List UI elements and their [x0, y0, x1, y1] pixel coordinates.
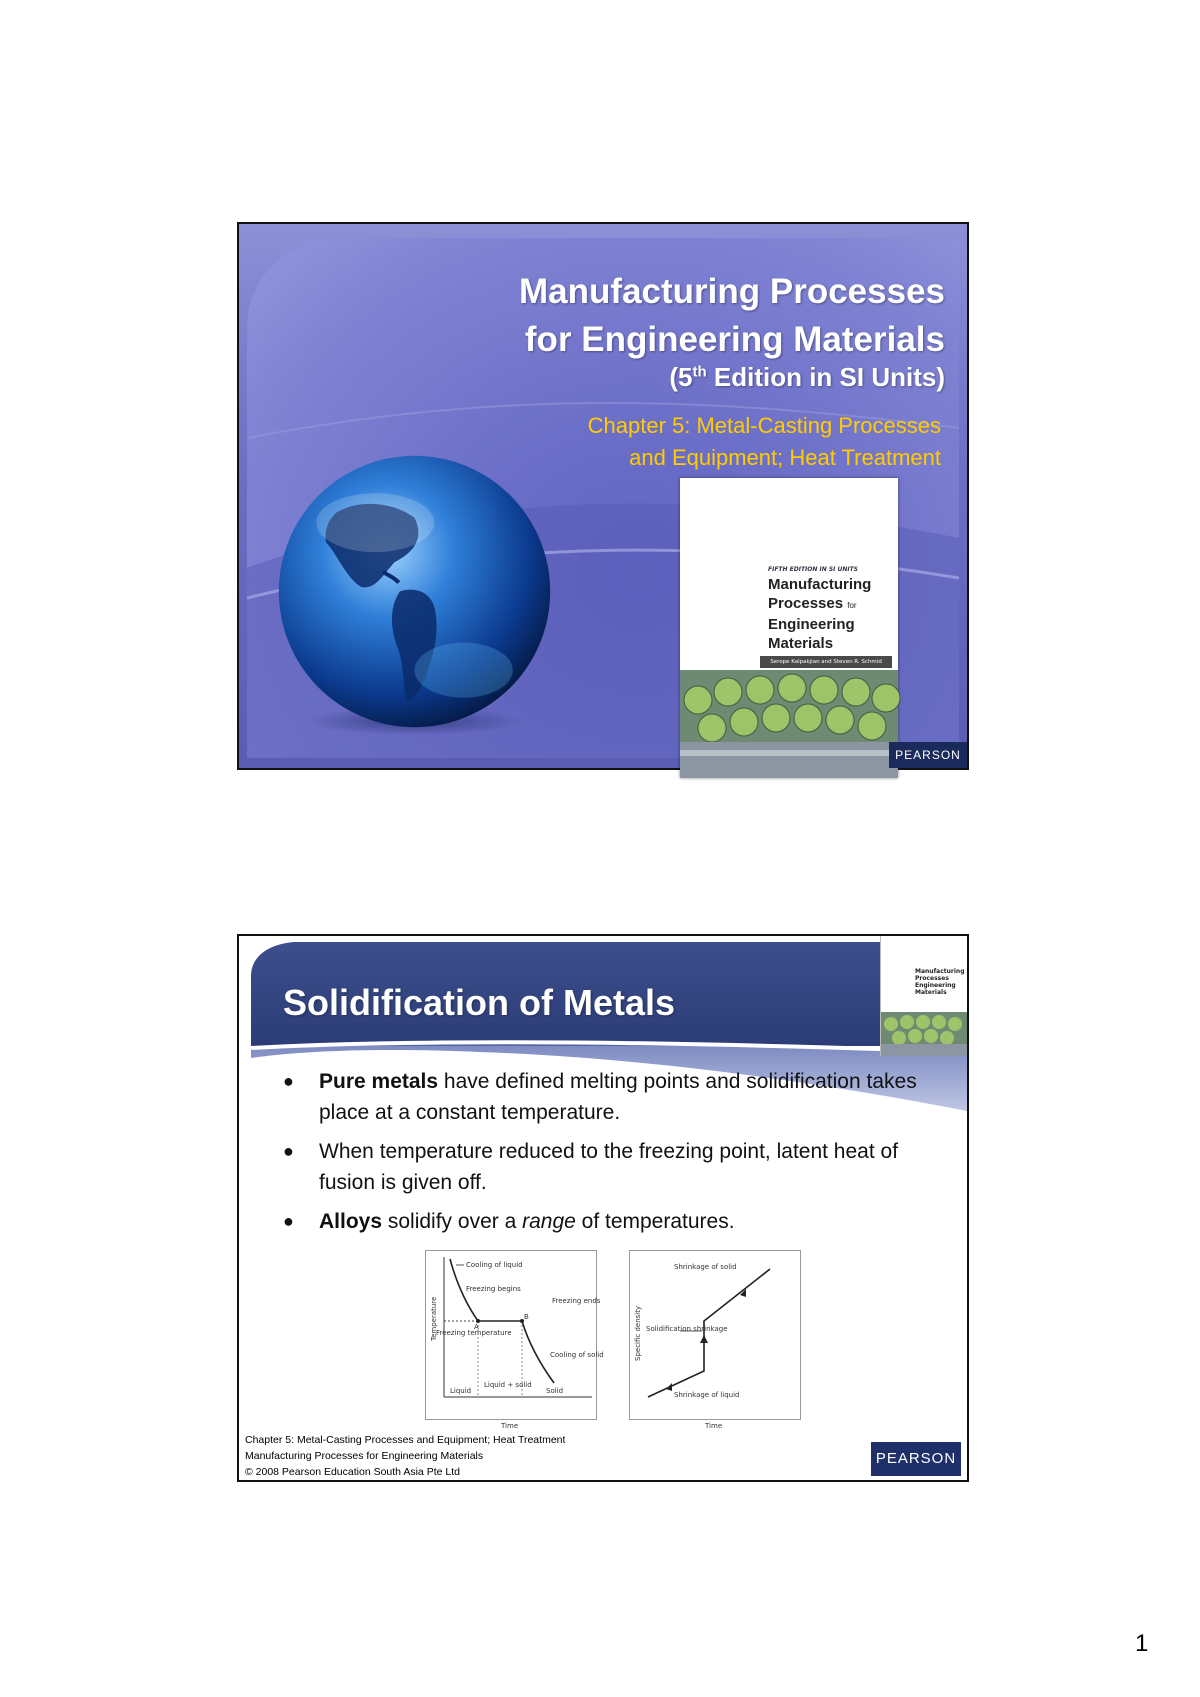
book-title — [768, 575, 890, 653]
thumbnail-title-line-2: Processes — [915, 975, 949, 982]
edition-label — [669, 362, 945, 393]
bullet-dot: ● — [283, 1211, 294, 1231]
globe-icon — [267, 444, 562, 739]
slide-footer — [245, 1432, 565, 1480]
label-cooling-solid: Cooling of solid — [550, 1351, 604, 1359]
diagram1-xlabel: Time — [501, 1422, 519, 1430]
diagram2-ylabel: Specific density — [634, 1305, 642, 1361]
slide-title: Solidification of Metals — [283, 982, 676, 1023]
chapter-line-2: and Equipment; Heat Treatment — [629, 445, 941, 470]
cooling-curve-svg — [426, 1251, 604, 1419]
label-point-a: A — [474, 1323, 479, 1331]
label-shrinkage-liquid: Shrinkage of liquid — [674, 1391, 740, 1399]
title-line-2: for Engineering Materials — [524, 320, 945, 359]
diagram1-ylabel: Temperature — [430, 1296, 438, 1341]
bullet-bold-term: Pure metals — [319, 1070, 439, 1093]
pearson-logo: PEARSON — [889, 742, 967, 768]
thumbnail-title — [915, 968, 963, 996]
diagram2-xlabel: Time — [705, 1422, 723, 1430]
content-slide — [237, 934, 969, 1482]
bullet-item — [279, 1136, 919, 1198]
bullet-dot: ● — [283, 1071, 294, 1091]
book-cover — [680, 478, 898, 778]
thumbnail-title-line-1: Manufacturing — [915, 968, 965, 975]
specific-density-svg — [630, 1251, 800, 1419]
presentation-title — [519, 268, 945, 364]
bullet-item — [279, 1206, 919, 1237]
book-title-for: for — [847, 601, 857, 610]
title-line-1: Manufacturing Processes — [519, 272, 945, 311]
label-solidification-shrinkage: Solidification shrinkage — [646, 1325, 728, 1333]
thumbnail-rods-image — [881, 1012, 967, 1056]
book-title-line-2: Processes — [768, 595, 844, 612]
label-liquid: Liquid — [450, 1387, 472, 1395]
book-title-line-3: Engineering — [768, 616, 855, 633]
book-series: FIFTH EDITION IN SI UNITS — [768, 566, 859, 573]
cooling-curve-diagram — [425, 1250, 604, 1420]
bullet-bold-term: Alloys — [319, 1210, 383, 1233]
chapter-line-1: Chapter 5: Metal-Casting Processes — [587, 413, 941, 438]
bullet-text: solidify over a — [382, 1210, 523, 1233]
label-cooling-liquid: Cooling of liquid — [466, 1261, 523, 1269]
bullet-list — [279, 1066, 919, 1245]
title-slide-panel — [247, 238, 959, 758]
metal-rods-image — [680, 670, 898, 778]
bullet-text-end: of temperatures. — [575, 1210, 735, 1233]
edition-prefix: (5 — [669, 362, 693, 392]
bullet-text: have defined melting points and solidification takes place at a constant temperature. — [319, 1070, 917, 1124]
bullet-text: When temperature reduced to the freezing point, latent heat of fusion is given off. — [319, 1140, 899, 1194]
pearson-logo: PEARSON — [871, 1442, 961, 1476]
specific-density-diagram — [629, 1250, 801, 1420]
label-solid: Solid — [546, 1387, 564, 1395]
page-number: 1 — [1135, 1630, 1149, 1657]
chapter-subtitle — [588, 410, 941, 474]
bullet-item — [279, 1066, 919, 1128]
label-liquid-solid: Liquid + solid — [484, 1381, 532, 1389]
book-thumbnail — [880, 936, 967, 1056]
bullet-italic-term: range — [522, 1210, 576, 1233]
title-slide — [237, 222, 969, 770]
thumbnail-title-line-4: Materials — [915, 989, 947, 996]
book-authors: Serope Kalpakjian and Steven R. Schmid — [760, 656, 892, 668]
label-freezing-begins: Freezing begins — [466, 1285, 521, 1293]
label-shrinkage-solid: Shrinkage of solid — [674, 1263, 737, 1271]
book-title-line-4: Materials — [768, 635, 834, 652]
label-point-b: B — [524, 1313, 529, 1321]
footer-line-3: © 2008 Pearson Education South Asia Pte Ltd — [245, 1466, 460, 1478]
book-title-line-1: Manufacturing — [768, 576, 872, 593]
thumbnail-title-line-3: Engineering — [915, 982, 956, 989]
footer-line-2: Manufacturing Processes for Engineering Materials — [245, 1450, 484, 1462]
footer-line-1: Chapter 5: Metal-Casting Processes and Equipment; Heat Treatment — [245, 1434, 566, 1446]
bullet-dot: ● — [283, 1141, 294, 1161]
edition-suffix: Edition in SI Units) — [706, 362, 945, 392]
edition-superscript: th — [692, 363, 707, 381]
label-freezing-temperature: Freezing temperature — [436, 1329, 512, 1337]
label-freezing-ends: Freezing ends — [552, 1297, 601, 1305]
